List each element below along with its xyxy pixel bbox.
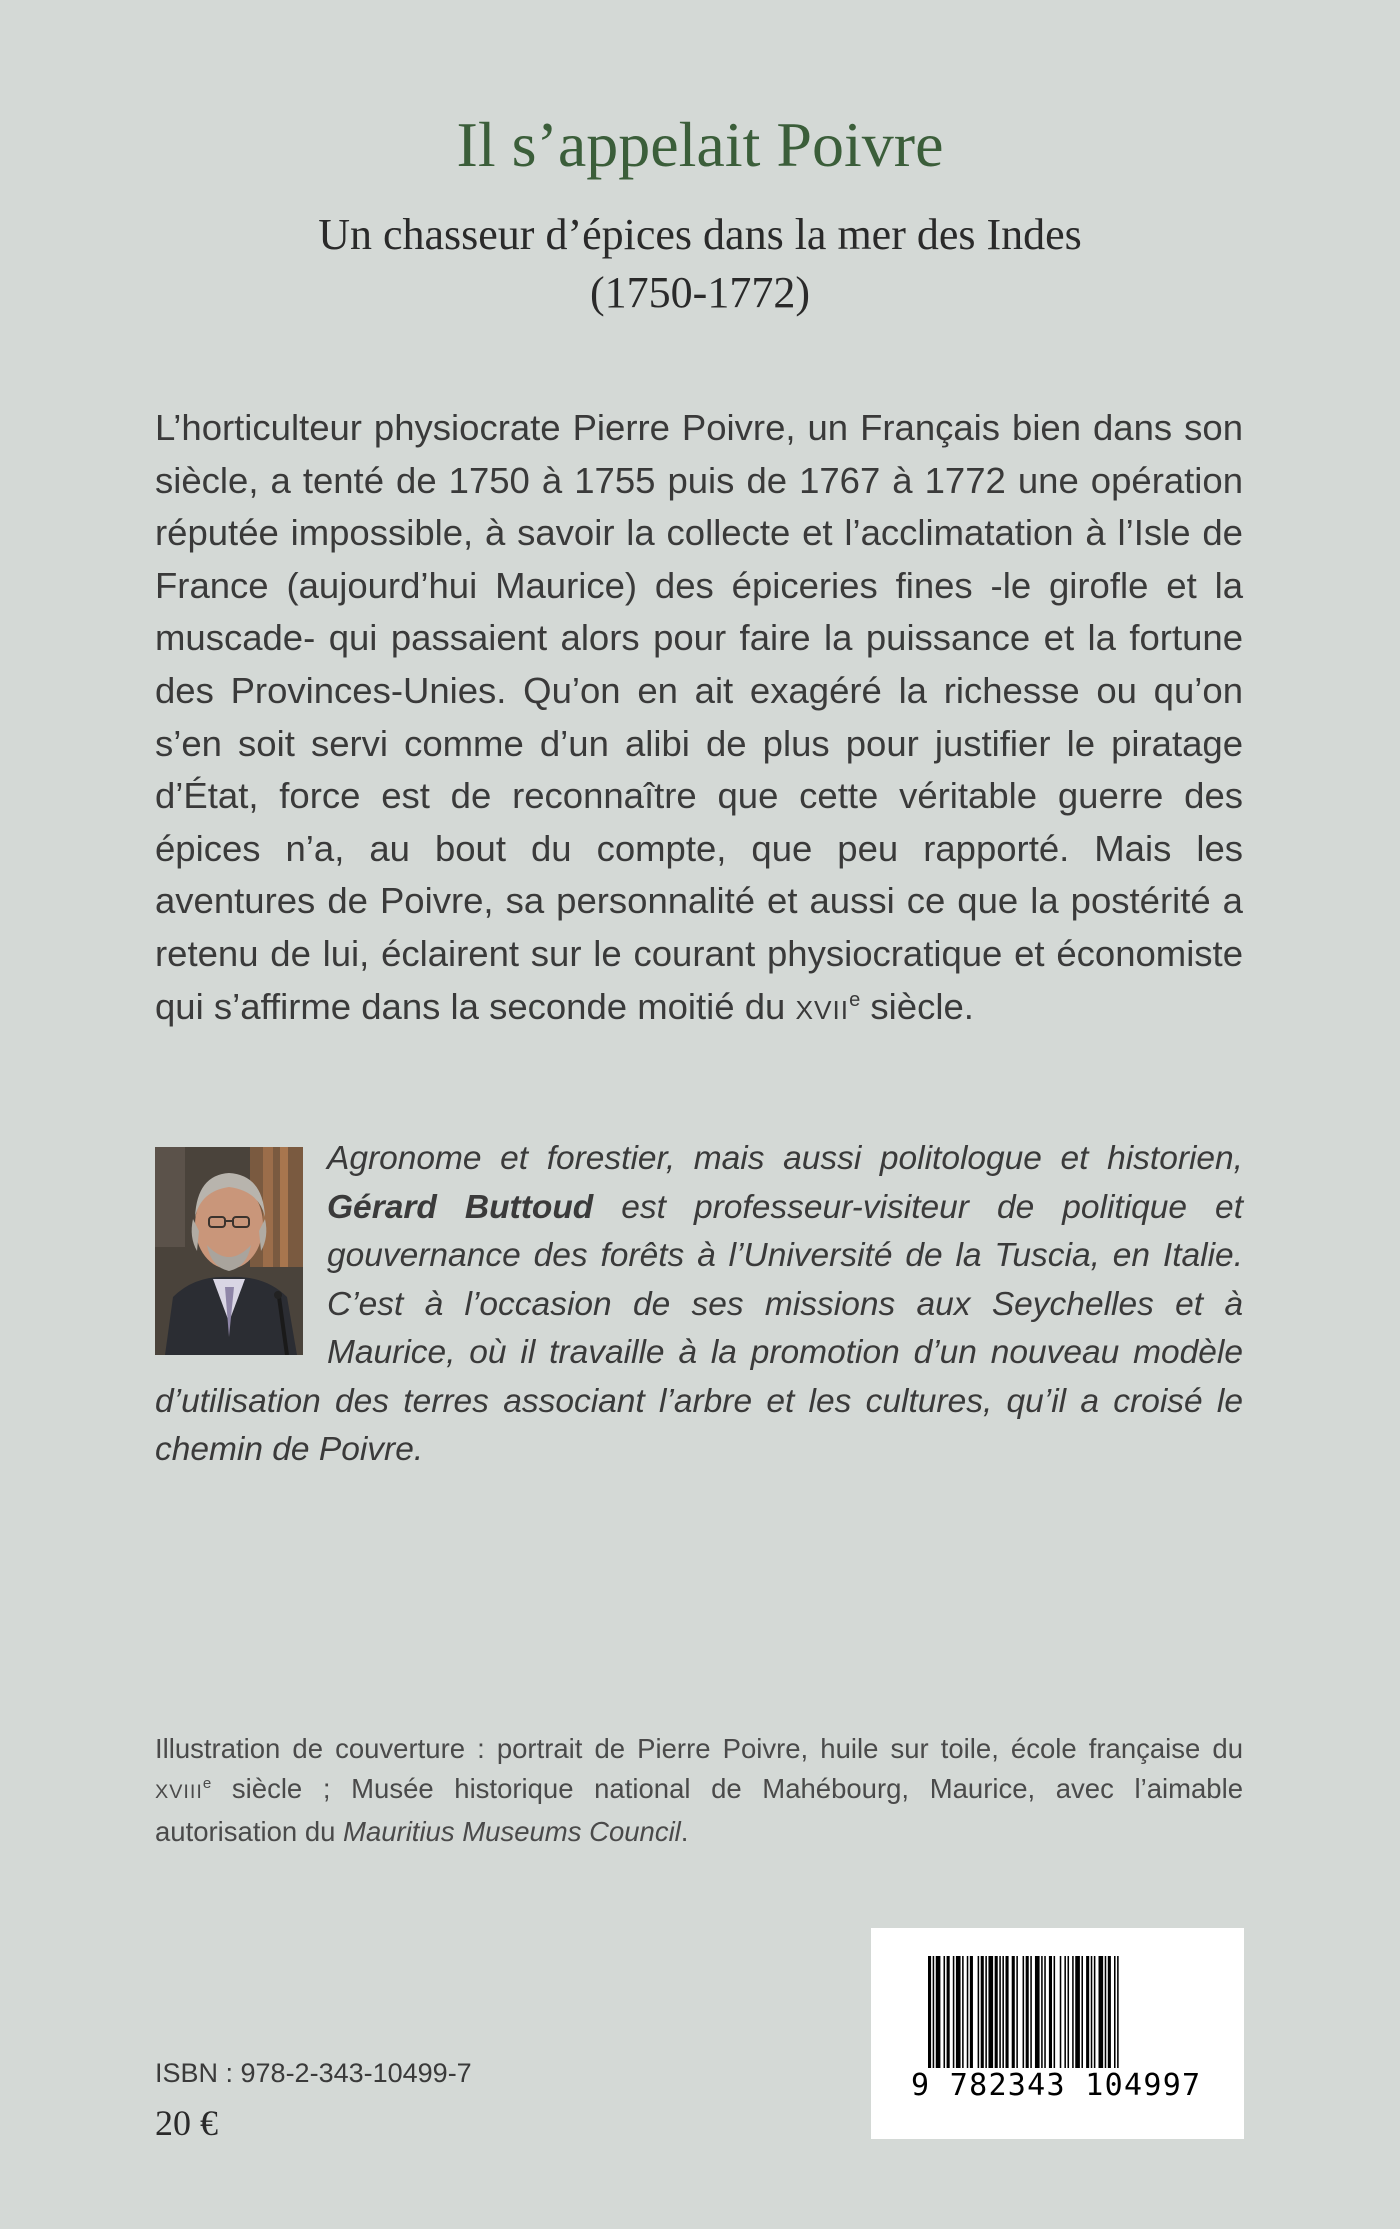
credit-century-sup: e <box>202 1774 212 1792</box>
barcode-bar <box>1108 1956 1111 2068</box>
isbn: ISBN : 978-2-343-10499-7 <box>155 2058 472 2088</box>
barcode-bar <box>956 1956 961 2068</box>
summary-text-end: siècle. <box>860 985 974 1027</box>
photo-spacer <box>155 1135 303 1347</box>
summary-century: XVII <box>795 994 850 1025</box>
barcode-bar <box>1026 1956 1029 2068</box>
barcode-bar <box>1049 1956 1052 2068</box>
barcode-bar <box>985 1956 987 2068</box>
barcode-bar <box>933 1956 935 2068</box>
summary-paragraph <box>155 402 1243 1036</box>
credit-text-2: siècle ; Musée historique national de Mahébourg, Maurice, avec l’aimable autorisation du <box>155 1773 1243 1847</box>
book-subtitle <box>0 206 1400 322</box>
barcode-bar <box>1041 1956 1043 2068</box>
barcode-bar <box>981 1956 984 2068</box>
author-bio <box>155 1135 1243 1475</box>
barcode-bar <box>1023 1956 1025 2068</box>
barcode-bar <box>953 1956 955 2068</box>
book-title: Il s’appelait Poivre <box>456 109 944 180</box>
barcode-bar <box>1002 1956 1004 2068</box>
barcode-bar <box>962 1956 964 2068</box>
cover-illustration-credit <box>155 1729 1243 1852</box>
barcode-digits: 9 782343 104997 <box>911 2068 1202 2103</box>
barcode-bar <box>928 1956 931 2068</box>
barcode-bar <box>1060 1956 1062 2068</box>
summary-text: L’horticulteur physiocrate Pierre Poivre, un Français bien dans son siècle, a tenté de 1750 à 1755 puis de 1767 à 1772 une opération réputée impossible, à savoir la collecte et l’acclimatation à l’Isle de France (aujourd’hui Maurice) des épiceries fines -le girofle et la muscade- qui passaient alors pour faire la puissance et la fortune des Provinces-Unies. Qu’on en ait exagéré la richesse ou qu’on s’en soit servi comme d’un alibi de plus pour justifier le piratage d’État, force est de reconnaître que cette véritable guerre des épices n’a, au bout du compte, que peu rapporté. Mais les aventures de Poivre, sa personnalité et aussi ce que la postérité a retenu de lui, éclairent sur le courant physiocratique et économiste qui s’affirme dans la seconde moitié du <box>155 407 1243 1027</box>
barcode-bar <box>936 1956 941 2068</box>
barcode-bar <box>1044 1956 1046 2068</box>
barcode-bars <box>926 1956 1186 2068</box>
barcode-bar <box>1064 1956 1066 2068</box>
barcode-bar <box>947 1956 950 2068</box>
price: 20 € <box>155 2103 218 2143</box>
barcode-bar <box>1035 1956 1040 2068</box>
barcode-bar <box>1072 1956 1074 2068</box>
credit-council: Mauritius Museums Council <box>343 1816 681 1847</box>
barcode-bar <box>1086 1956 1089 2068</box>
credit-text-3: . <box>680 1816 689 1847</box>
author-bio-text: est professeur-visiteur de politique et gouvernance des forêts à l’Université de la Tuscia, en Italie. C’est à l’occasion de ses missions aux Seychelles et à Maurice, où il travaille à la promotion d’un nouveau modèle d’utilisation des terres associant l’arbre et les cultures, qu’il a croisé le chemin de Poivre. <box>155 1188 1243 1468</box>
barcode-bar <box>1075 1956 1080 2068</box>
barcode-bar <box>1081 1956 1083 2068</box>
barcode-bar <box>944 1956 946 2068</box>
barcode-bar <box>999 1956 1001 2068</box>
subtitle-text: Un chasseur d’épices dans la mer des Indes <box>318 210 1082 259</box>
barcode-bar <box>1114 1956 1116 2068</box>
credit-century: XVIII <box>155 1781 203 1803</box>
author-bio-intro: Agronome et forestier, mais aussi politologue et historien, <box>327 1140 1243 1177</box>
credit-text-1: Illustration de couverture : portrait de Pierre Poivre, huile sur toile, école française du <box>155 1733 1243 1764</box>
barcode-bar <box>967 1956 969 2068</box>
barcode-bar <box>1054 1956 1056 2068</box>
barcode-bar <box>1099 1956 1104 2068</box>
barcode-bar <box>995 1956 998 2068</box>
barcode-bar <box>1094 1956 1096 2068</box>
barcode-bar <box>988 1956 993 2068</box>
barcode-bar <box>1068 1956 1070 2068</box>
barcode-bar <box>970 1956 973 2068</box>
barcode-bar <box>1105 1956 1107 2068</box>
subtitle-dates: (1750-1772) <box>590 268 810 317</box>
barcode-bar <box>1006 1956 1009 2068</box>
summary-century-sup: e <box>849 988 861 1011</box>
barcode-bar <box>978 1956 980 2068</box>
barcode <box>871 1928 1244 2139</box>
barcode-bar <box>1091 1956 1093 2068</box>
barcode-bar <box>1117 1956 1119 2068</box>
barcode-bar <box>1016 1956 1018 2068</box>
author-name: Gérard Buttoud <box>327 1188 594 1226</box>
barcode-bar <box>1030 1956 1032 2068</box>
barcode-bar <box>1012 1956 1015 2068</box>
